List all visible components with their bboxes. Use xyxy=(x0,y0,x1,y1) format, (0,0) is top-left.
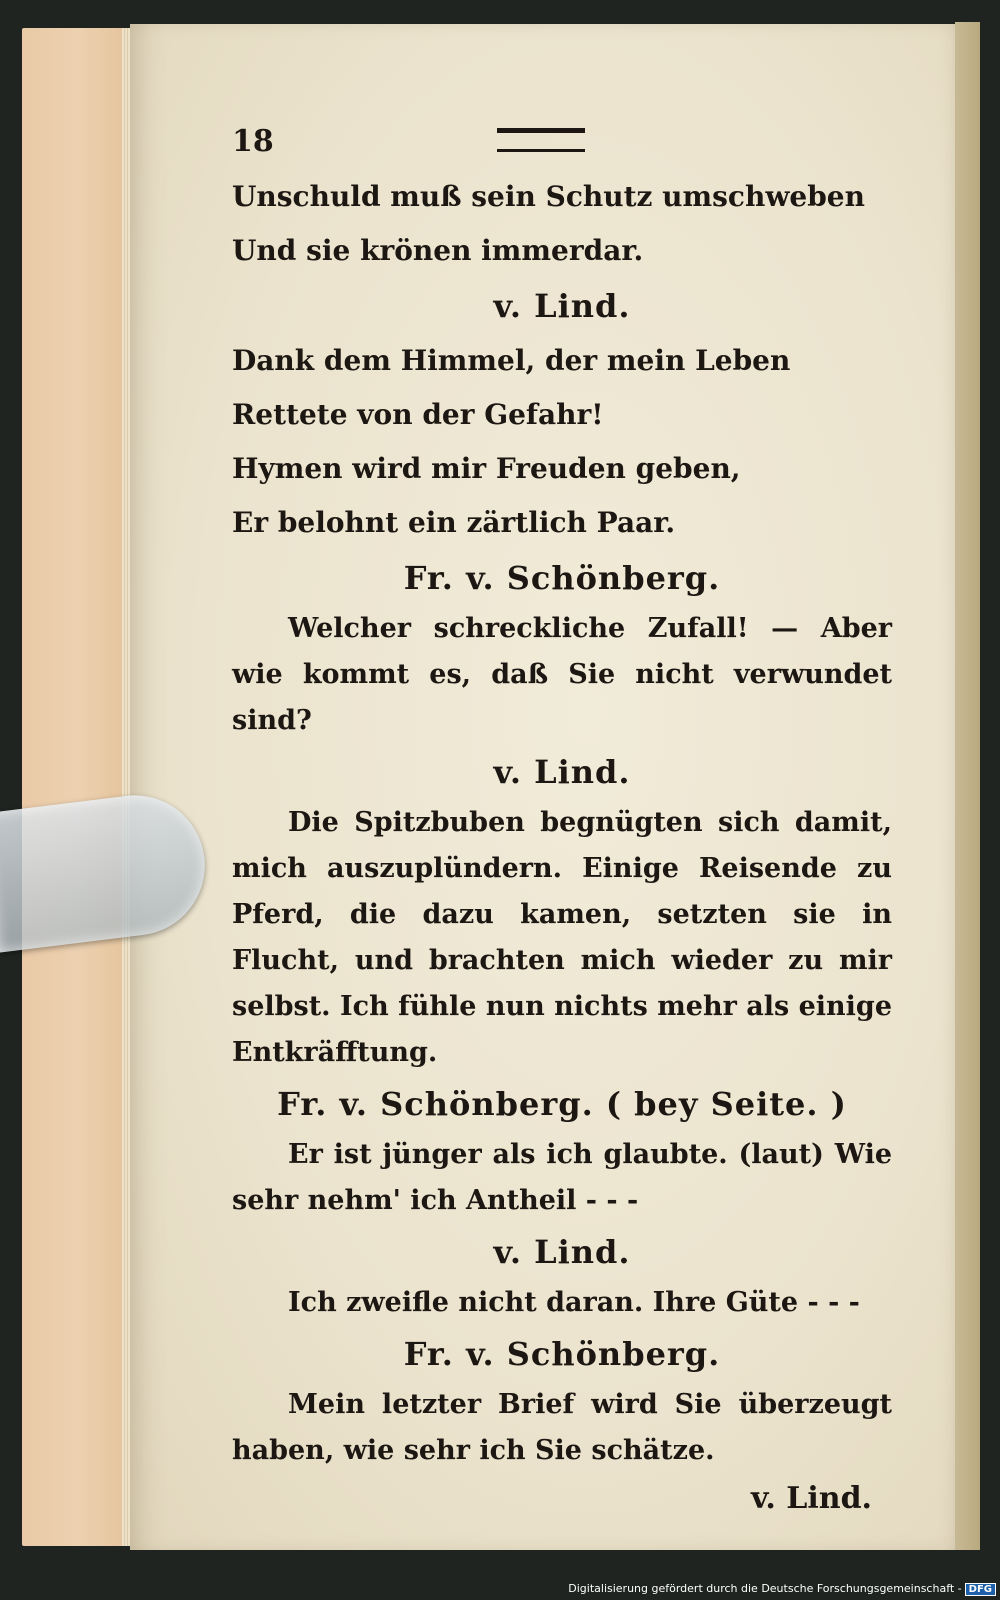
verse-line: Er belohnt ein zärtlich Paar. xyxy=(232,506,676,539)
speaker-heading-with-aside: Fr. v. Schönberg. ( bey Seite. ) xyxy=(277,1085,847,1123)
verse-line: Hymen wird mir Freuden geben, xyxy=(232,452,741,485)
digitization-credit xyxy=(568,1582,996,1596)
book-right-edge xyxy=(955,22,980,1550)
credit-text: Digitalisierung gefördert durch die Deutsche Forschungsgemeinschaft - xyxy=(568,1582,962,1595)
page-number: 18 xyxy=(232,124,274,159)
dialogue-paragraph: Er ist jünger als ich glaubte. (laut) Wie sehr nehm' ich Antheil - - - xyxy=(232,1139,892,1216)
dfg-logo: DFG xyxy=(965,1583,996,1596)
verse-line: Und sie krönen immerdar. xyxy=(232,234,644,267)
verse-line: Unschuld muß sein Schutz umschweben xyxy=(232,180,865,213)
speaker-heading: v. Lind. xyxy=(493,287,631,325)
speaker-heading: v. Lind. xyxy=(493,1233,631,1271)
page-text xyxy=(232,110,892,1524)
header-double-rule xyxy=(497,128,585,152)
speaker-heading: v. Lind. xyxy=(493,753,631,791)
verse-line: Dank dem Himmel, der mein Leben xyxy=(232,344,791,377)
dialogue-paragraph: Die Spitzbuben begnügten sich damit, mich auszuplündern. Einige Reisende zu Pferd, die dazu kamen, setzten sie in Flucht, und brachten mich wieder zu mir selbst. Ich fühle nun nichts mehr als einige Entkräfftung. xyxy=(232,807,892,1068)
verse-line: Rettete von der Gefahr! xyxy=(232,398,604,431)
page-header xyxy=(232,110,892,170)
dialogue-paragraph: Welcher schreckliche Zufall! — Aber wie kommt es, daß Sie nicht verwundet sind? xyxy=(232,613,892,736)
catchword: v. Lind. xyxy=(750,1481,872,1516)
dialogue-paragraph: Ich zweifle nicht daran. Ihre Güte - - - xyxy=(288,1287,860,1318)
dialogue-paragraph: Mein letzter Brief wird Sie überzeugt haben, wie sehr ich Sie schätze. xyxy=(232,1389,892,1466)
speaker-heading: Fr. v. Schönberg. xyxy=(403,1335,721,1373)
speaker-heading: Fr. v. Schönberg. xyxy=(403,559,721,597)
